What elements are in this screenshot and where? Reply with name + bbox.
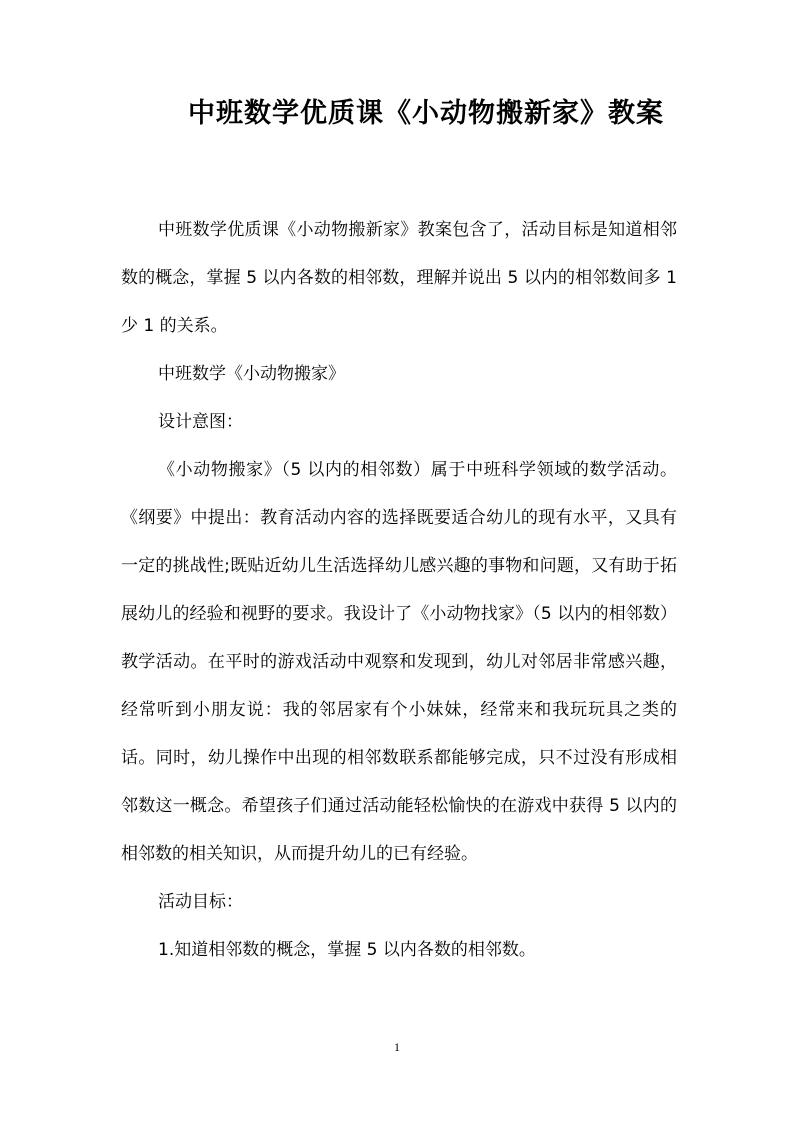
document-body (121, 206, 677, 974)
paragraph-subtitle: 中班数学《小动物搬家》 (158, 364, 345, 384)
paragraph-design-heading: 设计意图： (158, 412, 243, 432)
paragraph-design-intent: 《小动物搬家》（5 以内的相邻数）属于中班科学领域的数学活动。《纲要》中提出：教育活动内容的选择既要适合幼儿的现有水平，又具有一定的挑战性;既贴近幼儿生活选择幼儿感兴趣的事物和问题，又有助于拓展幼儿的经验和视野的要求。我设计了《小动物找家》（5 以内的相邻数）教学活动。在平时的游戏活动中观察和发现到，幼儿对邻居非常感兴趣，经常听到小朋友说：我的邻居家有个小妹妹，经常来和我玩玩具之类的话。同时，幼儿操作中出现的相邻数联系都能够完成，只不过没有形成相邻数这一概念。希望孩子们通过活动能轻松愉快的在游戏中获得 5 以内的相邻数的相关知识，从而提升幼儿的已有经验。 (121, 460, 677, 864)
paragraph-goal-1: 1.知道相邻数的概念，掌握 5 以内各数的相邻数。 (158, 940, 536, 960)
paragraph-intro: 中班数学优质课《小动物搬新家》教案包含了，活动目标是知道相邻数的概念，掌握 5 以内各数的相邻数，理解并说出 5 以内的相邻数间多 1 少 1 的关系。 (121, 220, 677, 336)
paragraph-goals-heading: 活动目标： (158, 892, 243, 912)
page-number: 1 (394, 1040, 400, 1054)
document-title: 中班数学优质课《小动物搬新家》教案 (188, 98, 664, 129)
